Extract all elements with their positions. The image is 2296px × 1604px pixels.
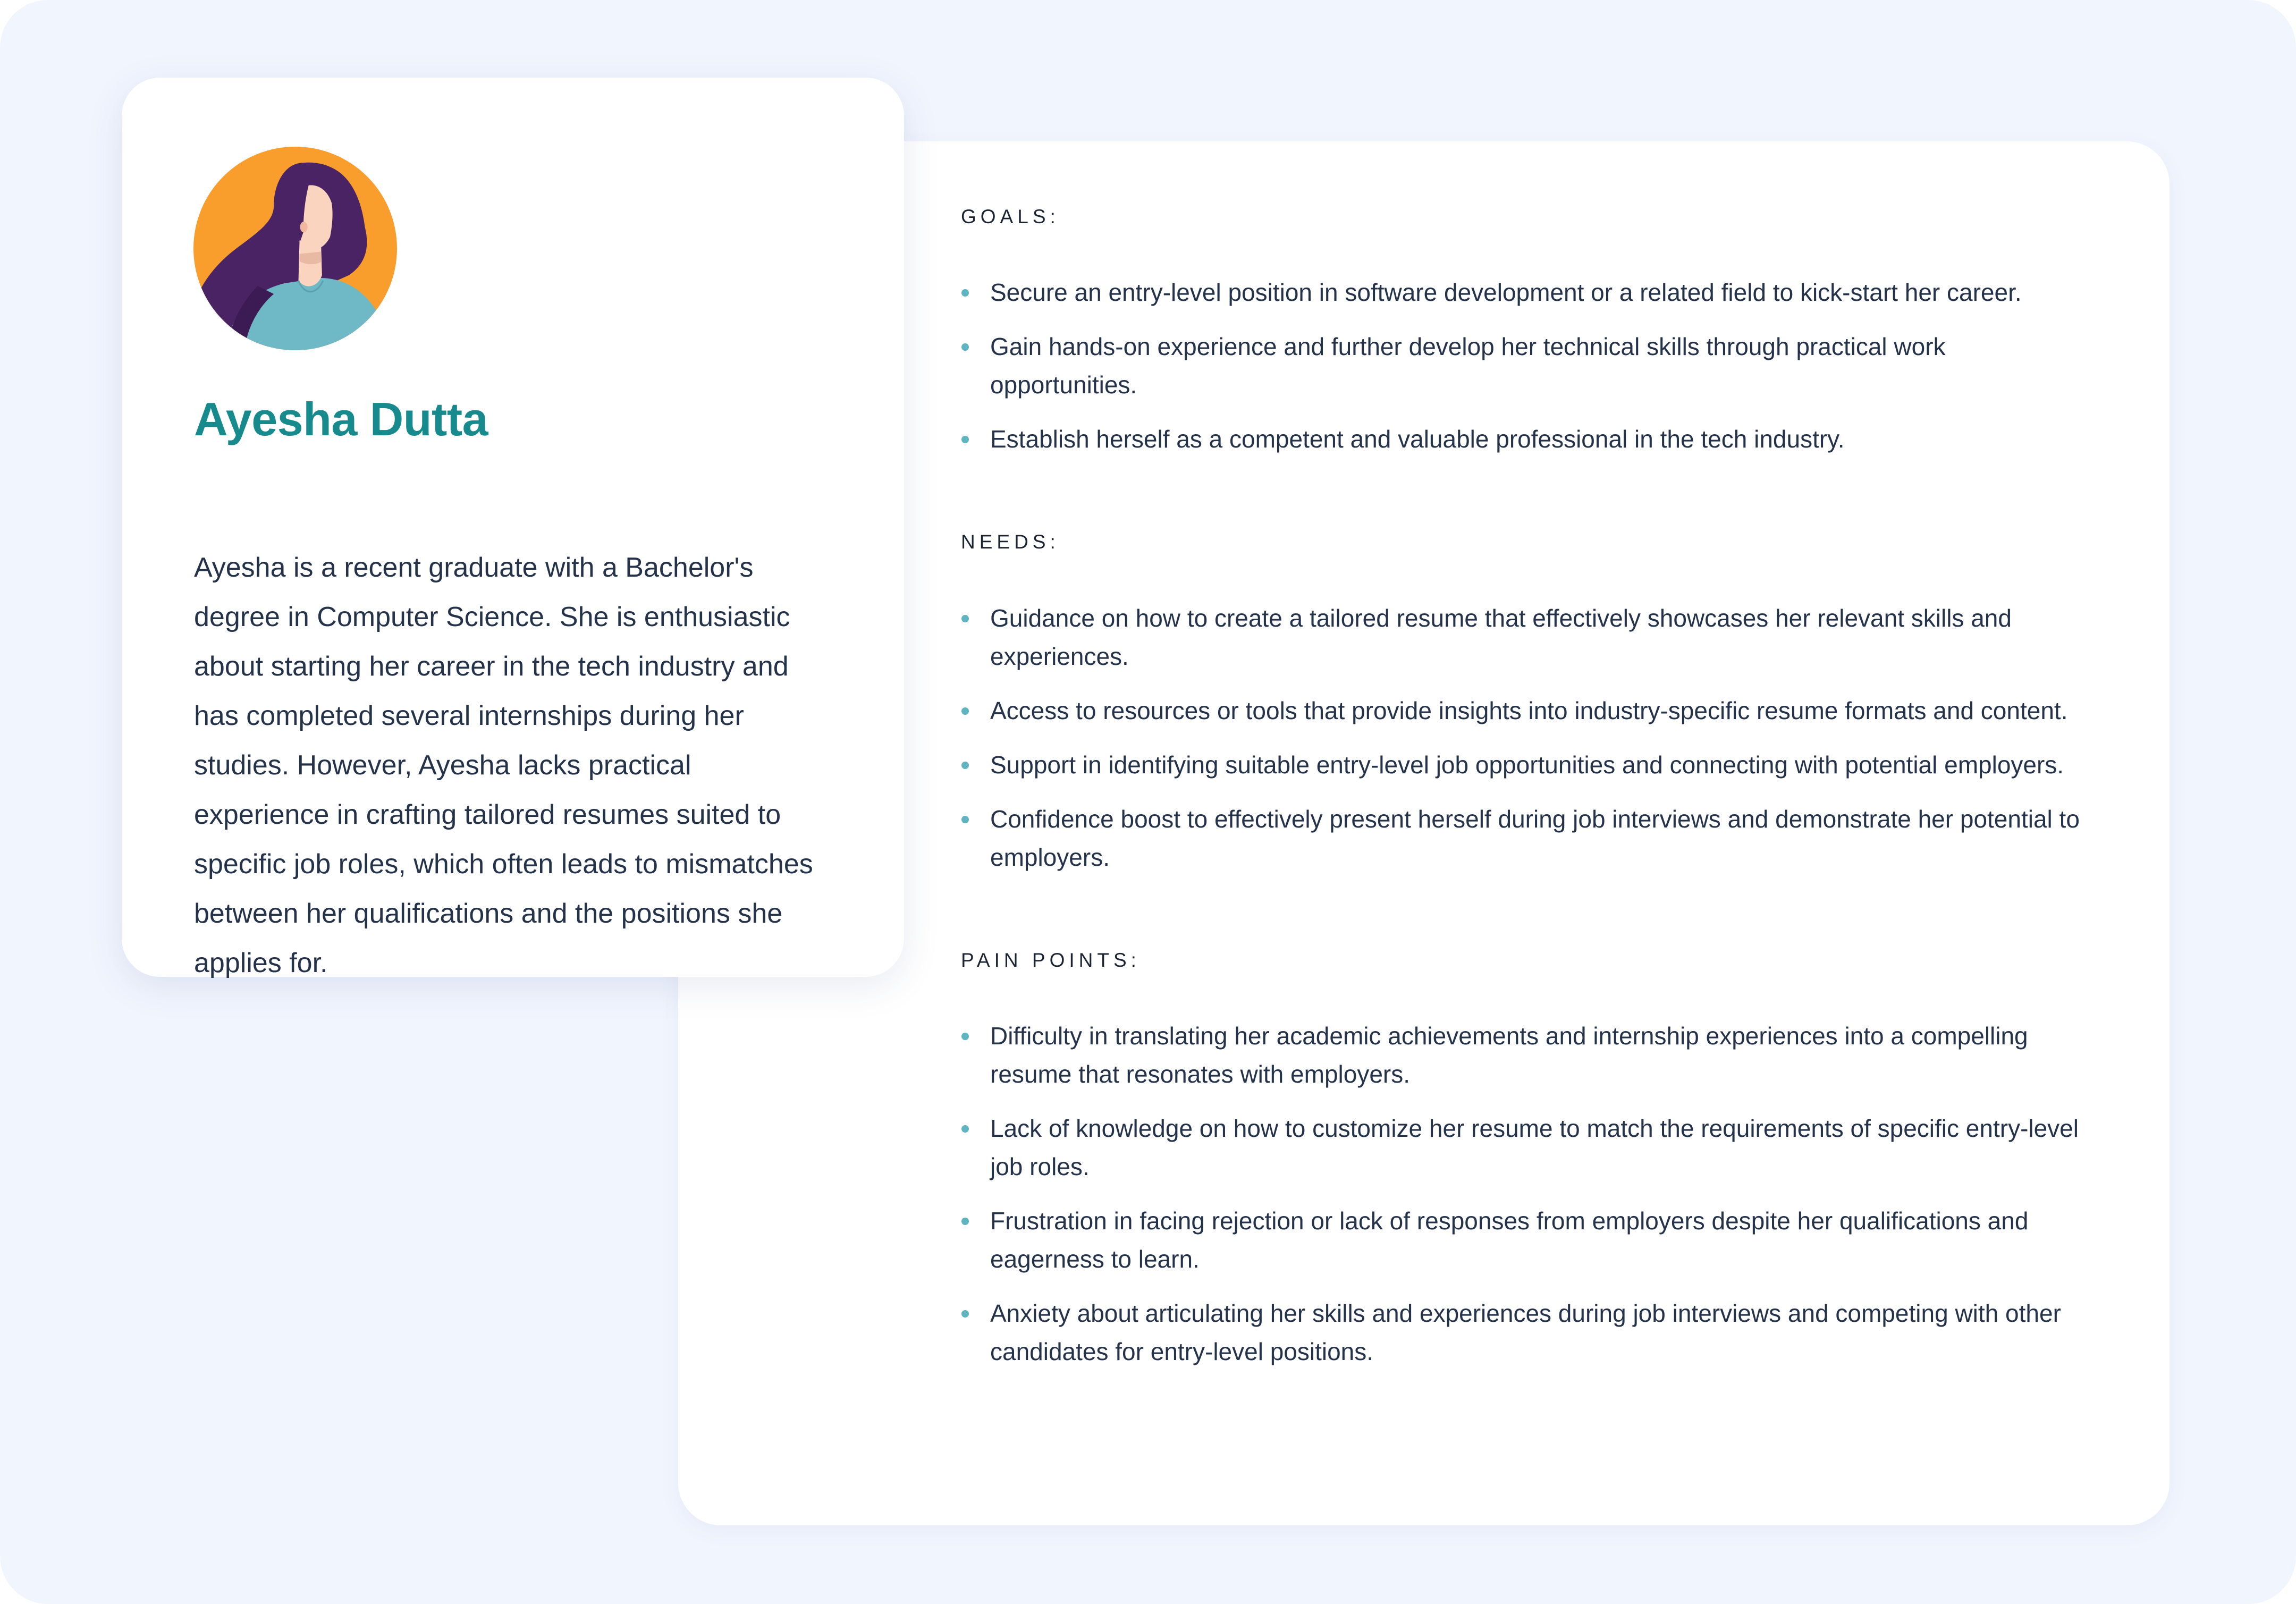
goals-list	[961, 273, 2088, 458]
persona-bio: Ayesha is a recent graduate with a Bachelor's degree in Computer Science. She is enthusiastic about starting her career in the tech industry and has completed several internships during her studies. However, Ayesha lacks practical experience in crafting tailored resumes suited to specific job roles, which often leads to mismatches between her qualifications and the positions she applies for.	[194, 552, 813, 978]
goal-item: Establish herself as a competent and valuable professional in the tech industry.	[961, 420, 2088, 458]
persona-details-content	[961, 205, 2088, 1371]
goal-item: Gain hands-on experience and further develop her technical skills through practical work opportunities.	[961, 327, 2088, 404]
need-item: Access to resources or tools that provide insights into industry-specific resume formats and content.	[961, 691, 2088, 730]
needs-section	[961, 530, 2088, 876]
pain-points-heading: PAIN POINTS:	[961, 949, 1141, 971]
need-item: Guidance on how to create a tailored resume that effectively showcases her relevant skills and experiences.	[961, 599, 2088, 676]
need-item: Confidence boost to effectively present herself during job interviews and demonstrate her potential to employers.	[961, 800, 2088, 876]
pain-point-item: Difficulty in translating her academic achievements and internship experiences into a compelling resume that resonates with employers.	[961, 1017, 2088, 1093]
pain-points-list	[961, 1017, 2088, 1371]
avatar	[193, 147, 397, 350]
persona-name: Ayesha Dutta	[194, 393, 488, 445]
needs-list	[961, 599, 2088, 876]
goals-heading: GOALS:	[961, 206, 1060, 227]
goals-section	[961, 205, 2088, 458]
persona-profile-card	[122, 78, 904, 977]
goal-item: Secure an entry-level position in software development or a related field to kick-start her career.	[961, 273, 2088, 311]
needs-heading: NEEDS:	[961, 531, 1060, 553]
pain-point-item: Lack of knowledge on how to customize her resume to match the requirements of specific entry-level job roles.	[961, 1109, 2088, 1186]
pain-point-item: Frustration in facing rejection or lack of responses from employers despite her qualifications and eagerness to learn.	[961, 1202, 2088, 1278]
woman-avatar-illustration-icon	[193, 147, 397, 350]
pain-point-item: Anxiety about articulating her skills and experiences during job interviews and competing with other candidates for entry-level positions.	[961, 1294, 2088, 1371]
need-item: Support in identifying suitable entry-level job opportunities and connecting with potential employers.	[961, 746, 2088, 784]
pain-points-section	[961, 949, 2088, 1371]
